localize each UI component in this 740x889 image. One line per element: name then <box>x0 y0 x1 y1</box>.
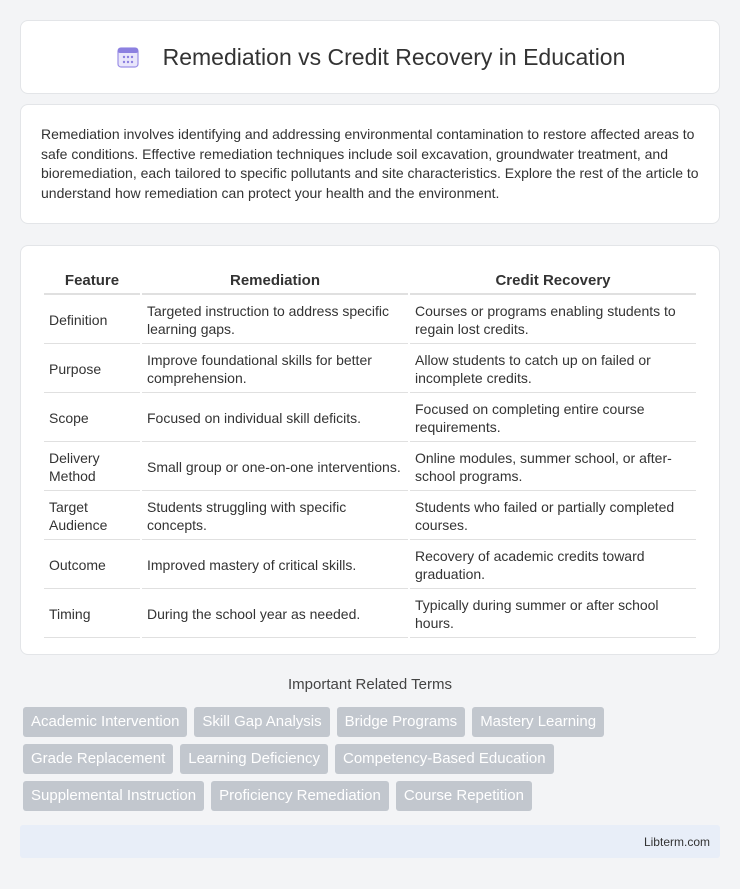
intro-text: Remediation involves identifying and addressing environmental contamination to restore affected areas to safe conditions. Effective remediation techniques include soil excavation, groundwater treatment, and bioremediation, each tailored to specific pollutants and site characteristics. Explore the rest of the article to understand how remediation can protect your health and the environment. <box>41 126 699 201</box>
table-row <box>44 297 696 344</box>
cell-remediation: Focused on individual skill deficits. <box>142 395 408 442</box>
cell-credit-recovery: Students who failed or partially completed courses. <box>410 493 696 540</box>
cell-remediation: Improve foundational skills for better comprehension. <box>142 346 408 393</box>
cell-feature: Scope <box>44 395 140 442</box>
term-tag[interactable]: Bridge Programs <box>337 707 466 737</box>
comparison-table <box>42 266 698 640</box>
cell-credit-recovery: Courses or programs enabling students to regain lost credits. <box>410 297 696 344</box>
term-tag[interactable]: Academic Intervention <box>23 707 187 737</box>
cell-feature: Purpose <box>44 346 140 393</box>
footer-site-link[interactable]: Libterm.com <box>643 835 710 849</box>
cell-remediation: During the school year as needed. <box>142 591 408 638</box>
page-title: Remediation vs Credit Recovery in Education <box>162 43 626 70</box>
table-row <box>44 444 696 491</box>
table-header-row <box>44 268 696 295</box>
term-tag[interactable]: Learning Deficiency <box>180 744 328 774</box>
cell-feature: Timing <box>44 591 140 638</box>
related-terms-title: Important Related Terms <box>288 676 452 693</box>
cell-feature: Delivery Method <box>44 444 140 491</box>
calendar-icon <box>115 44 141 70</box>
table-row <box>44 591 696 638</box>
term-tag[interactable]: Proficiency Remediation <box>211 781 389 811</box>
related-terms-list <box>23 707 723 811</box>
term-tag[interactable]: Skill Gap Analysis <box>194 707 329 737</box>
cell-remediation: Small group or one-on-one interventions. <box>142 444 408 491</box>
table-row <box>44 395 696 442</box>
term-tag[interactable]: Supplemental Instruction <box>23 781 204 811</box>
cell-remediation: Improved mastery of critical skills. <box>142 542 408 589</box>
cell-credit-recovery: Online modules, summer school, or after-school programs. <box>410 444 696 491</box>
intro-card <box>20 104 720 224</box>
cell-credit-recovery: Allow students to catch up on failed or incomplete credits. <box>410 346 696 393</box>
header-card <box>20 20 720 94</box>
cell-feature: Target Audience <box>44 493 140 540</box>
cell-credit-recovery: Recovery of academic credits toward graduation. <box>410 542 696 589</box>
table-row <box>44 542 696 589</box>
cell-credit-recovery: Typically during summer or after school hours. <box>410 591 696 638</box>
header-credit-recovery: Credit Recovery <box>410 268 696 295</box>
table-row <box>44 493 696 540</box>
table-row <box>44 346 696 393</box>
term-tag[interactable]: Grade Replacement <box>23 744 173 774</box>
cell-remediation: Students struggling with specific concepts. <box>142 493 408 540</box>
cell-remediation: Targeted instruction to address specific learning gaps. <box>142 297 408 344</box>
header-feature: Feature <box>44 268 140 295</box>
term-tag[interactable]: Course Repetition <box>396 781 532 811</box>
comparison-table-card <box>20 245 720 655</box>
term-tag[interactable]: Competency-Based Education <box>335 744 554 774</box>
cell-credit-recovery: Focused on completing entire course requirements. <box>410 395 696 442</box>
header-remediation: Remediation <box>142 268 408 295</box>
footer <box>20 825 720 858</box>
cell-feature: Definition <box>44 297 140 344</box>
cell-feature: Outcome <box>44 542 140 589</box>
term-tag[interactable]: Mastery Learning <box>472 707 604 737</box>
